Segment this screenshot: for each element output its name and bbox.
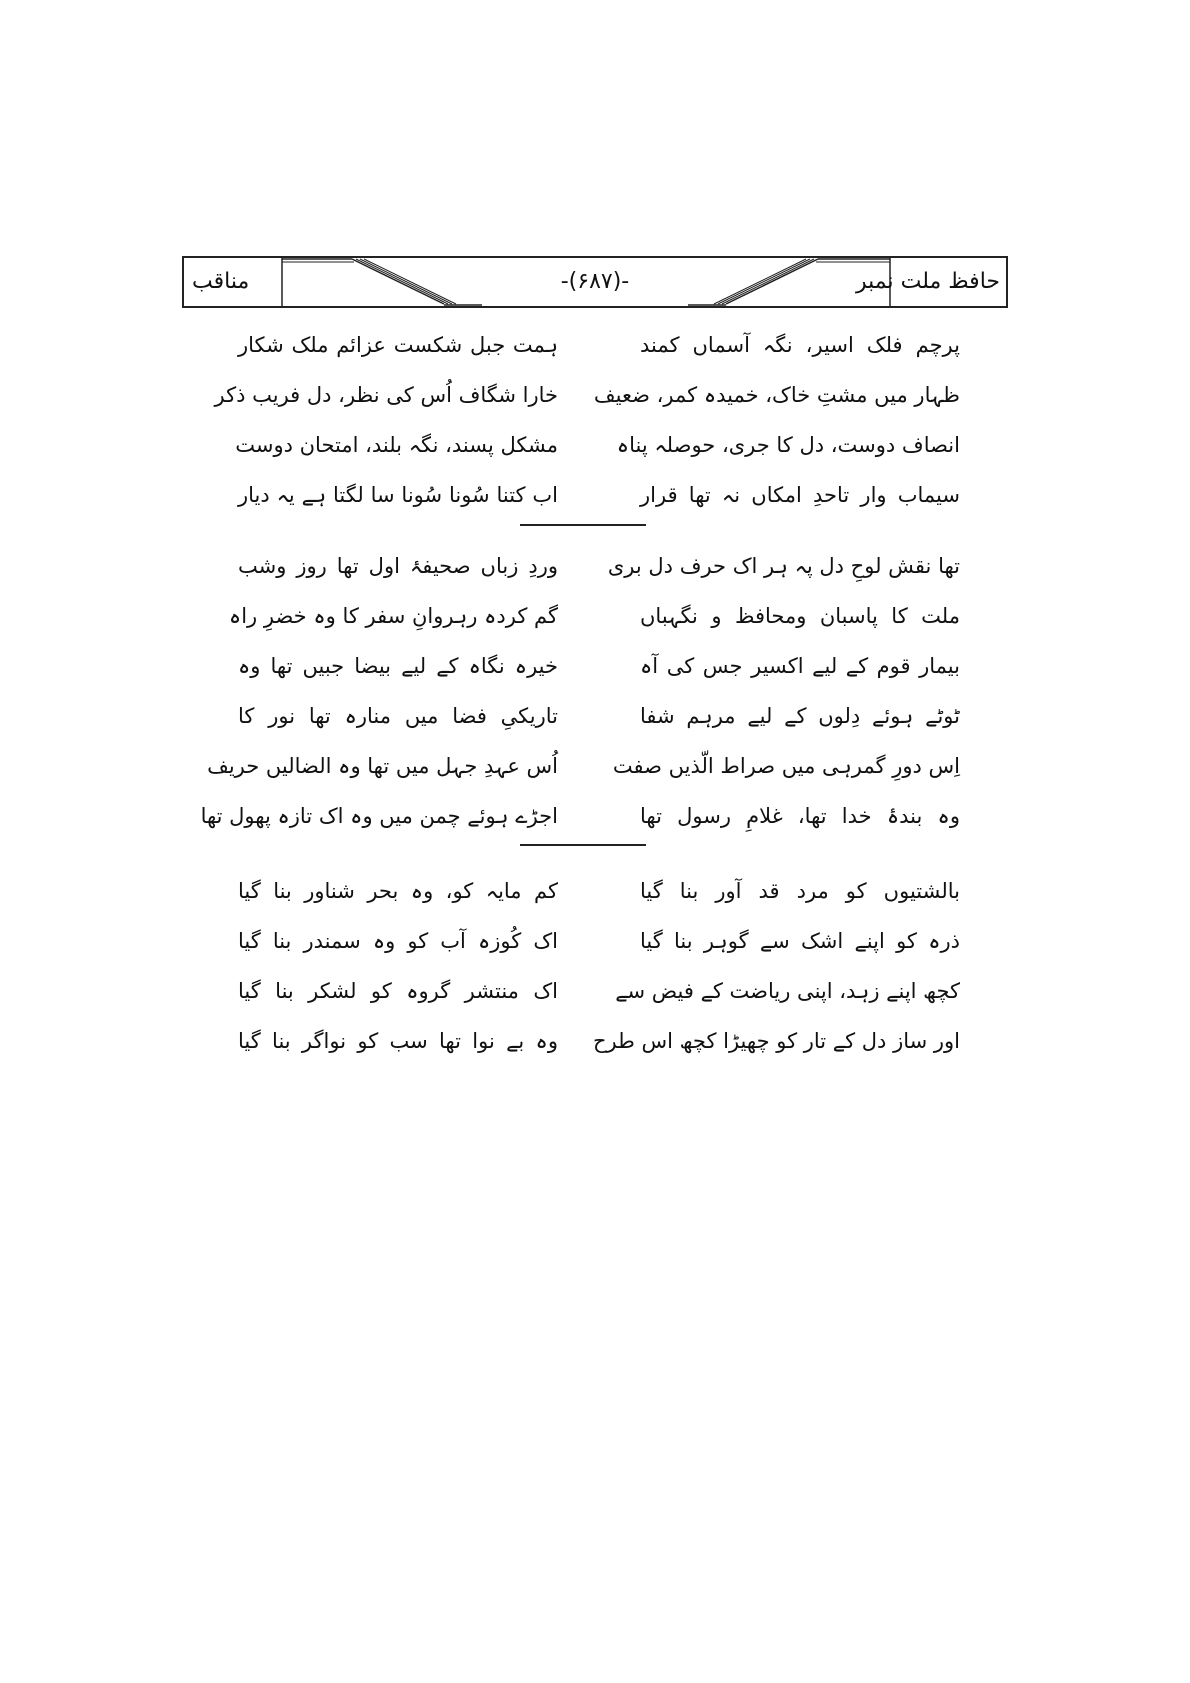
header-left-title: مناقب (192, 269, 250, 294)
page-number: -(۶۸۷)- (560, 269, 630, 294)
verse-line: ظہار میں مشتِ خاک، خمیدہ کمر، ضعیف (593, 383, 960, 407)
stanza-2-second-column (200, 541, 558, 841)
stanza-divider (520, 524, 646, 526)
stanza-2 (200, 541, 960, 841)
stanza-3-second-column (238, 866, 558, 1066)
verse-line: تھا نقش لوحِ دل پہ ہر اک حرف دل بری (607, 554, 960, 578)
verse-line: وہ بندۂ خدا تھا، غلامِ رسول تھا (640, 804, 960, 828)
verse-line: خارا شگاف اُس کی نظر، دل فریب ذکر (214, 383, 558, 407)
verse-line: کچھ اپنے زہد، اپنی ریاضت کے فیض سے (615, 979, 960, 1003)
verse-line: ہمت جبل شکست عزائم ملک شکار (238, 333, 558, 357)
verse-line: اک کُوزہ آب کو وہ سمندر بنا گیا (238, 929, 558, 953)
stanza-2-first-column (607, 541, 960, 841)
verse-line: پرچم فلک اسیر، نگہ آسماں کمند (640, 333, 960, 357)
stanza-1-first-column (593, 320, 960, 520)
verse-line: اُس عہدِ جہل میں تھا وہ الضالیں حریف (207, 754, 558, 778)
verse-line: سیماب وار تاحدِ امکاں نہ تھا قرار (640, 483, 960, 507)
verse-line: ملت کا پاسبان ومحافظ و نگہباں (640, 604, 960, 628)
verse-line: وردِ زباں صحیفۂ اول تھا روز وشب (238, 554, 558, 578)
verse-line: بیمار قوم کے لیے اکسیر جس کی آہ (640, 654, 960, 678)
verse-line: اب کتنا سُونا سُونا سا لگتا ہے یہ دیار (238, 483, 558, 507)
verse-line: اجڑے ہوئے چمن میں وہ اک تازہ پھول تھا (200, 804, 558, 828)
verse-line: کم مایہ کو، وہ بحر شناور بنا گیا (238, 879, 558, 903)
verse-line: ذرہ کو اپنے اشک سے گوہر بنا گیا (640, 929, 960, 953)
verse-line: اک منتشر گروہ کو لشکر بنا گیا (238, 979, 558, 1003)
stanza-divider (520, 844, 646, 846)
verse-line: خیرہ نگاہ کے لیے بیضا جبیں تھا وہ (238, 654, 558, 678)
verse-line: انصاف دوست، دل کا جری، حوصلہ پناہ (616, 433, 960, 457)
stanza-3 (238, 866, 960, 1066)
stanza-1-second-column (214, 320, 558, 520)
verse-line: ٹوٹے ہوئے دِلوں کے لیے مرہم شفا (640, 704, 960, 728)
stanza-3-first-column (592, 866, 960, 1066)
verse-line: گم کردہ رہروانِ سفر کا وہ خضرِ راہ (228, 604, 558, 628)
header-right-title: حافظ ملت نمبر (856, 269, 1000, 294)
verse-line: مشکل پسند، نگہ بلند، امتحان دوست (235, 433, 558, 457)
verse-line: بالشتیوں کو مرد قد آور بنا گیا (640, 879, 960, 903)
page-header (182, 256, 1008, 308)
verse-line: وہ بے نوا تھا سب کو نواگر بنا گیا (238, 1029, 558, 1053)
verse-line: اور ساز دل کے تار کو چھیڑا کچھ اس طرح (592, 1029, 960, 1053)
verse-line: تاریکیِ فضا میں منارہ تھا نور کا (238, 704, 558, 728)
verse-line: اِس دورِ گمرہی میں صراط الّذیں صفت (612, 754, 960, 778)
stanza-1 (214, 320, 960, 520)
